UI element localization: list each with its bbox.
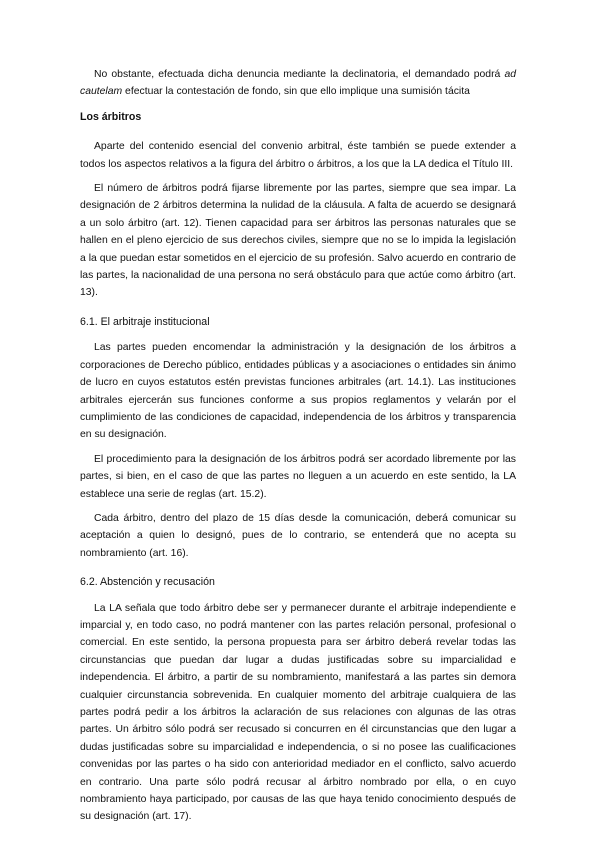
document-page (80, 66, 516, 826)
section-heading-6-1: 6.1. El arbitraje institucional (80, 315, 210, 328)
paragraph-arbitros-1: Aparte del contenido esencial del convenio arbitral, éste también se puede extender a todos los aspectos relativos a la figura del árbitro o árbitros, a los que la LA dedica el Título III. (80, 141, 516, 170)
paragraph-arbitros-2: El número de árbitros podrá fijarse libremente por las partes, siempre que sea impar. La designación de 2 árbitros determina la nulidad de la cláusula. A falta de acuerdo se designará a un solo árbitro (art. 12). Tienen capacidad para ser árbitros las personas naturales que se hallen en el pleno ejercicio de sus derechos civiles, siempre que no se lo impida la legislación a la que puedan estar sometidos en el ejercicio de su profesión. Salvo acuerdo en contrario de las partes, la nacionalidad de una persona no será obstáculo para que actúe como árbitro (art. 13). (80, 183, 516, 299)
intro-italic-phrase: ad cautelam (80, 69, 516, 98)
section-heading-arbitros: Los árbitros (80, 110, 142, 123)
paragraph-6-1-1: Las partes pueden encomendar la administración y la designación de los árbitros a corporaciones de Derecho público, entidades públicas y a asociaciones o entidades sin ánimo de lucro en cuyos estatutos estén previstas funciones arbitrales (art. 14.1). Las instituciones arbitrales ejercerán sus funciones conforme a sus propios reglamentos y velarán por el cumplimiento de las condiciones de capacidad, independencia de los árbitros y transparencia en su designación. (80, 342, 516, 441)
intro-text-part2: efectuar la contestación de fondo, sin que ello implique una sumisión tácita (122, 86, 470, 98)
paragraph-6-2-1: La LA señala que todo árbitro debe ser y permanecer durante el arbitraje independiente e imparcial y, en todo caso, no podrá mantener con las partes relación personal, profesional o comercial. En este sentido, la persona propuesta para ser árbitro deberá revelar todas las circunstancias que puedan dar lugar a dudas justificadas sobre su imparcialidad e independencia. El árbitro, a partir de su nombramiento, manifestará a las partes sin demora cualquier circunstancia sobrevenida. En cualquier momento del arbitraje cualquiera de las partes podrá pedir a los árbitros la aclaración de sus relaciones con algunas de las otras partes. Un árbitro sólo podrá ser recusado si concurren en él circunstancias que den lugar a dudas justificadas sobre su imparcialidad e independencia, o si no posee las cualificaciones convenidas por las partes o ha sido con anterioridad mediador en el conflicto, salvo acuerdo en contrario. Una parte sólo podrá recusar al árbitro nombrado por ella, o en cuyo nombramiento haya participado, por causas de las que haya tenido conocimiento después de su designación (art. 17). (80, 602, 516, 823)
paragraph-6-1-2: El procedimiento para la designación de los árbitros podrá ser acordado libremente por las partes, si bien, en el caso de que las partes no lleguen a un acuerdo en este sentido, la LA establece una serie de reglas (art. 15.2). (80, 453, 516, 500)
intro-paragraph (80, 66, 516, 101)
paragraph-6-1-3: Cada árbitro, dentro del plazo de 15 días desde la comunicación, deberá comunicar su aceptación a quien lo designó, pues de lo contrario, se entenderá que no acepta su nombramiento (art. 16). (80, 512, 516, 559)
intro-text-part1: No obstante, efectuada dicha denuncia mediante la declinatoria, el demandado podrá (94, 69, 505, 80)
section-heading-6-2: 6.2. Abstención y recusación (80, 576, 215, 589)
